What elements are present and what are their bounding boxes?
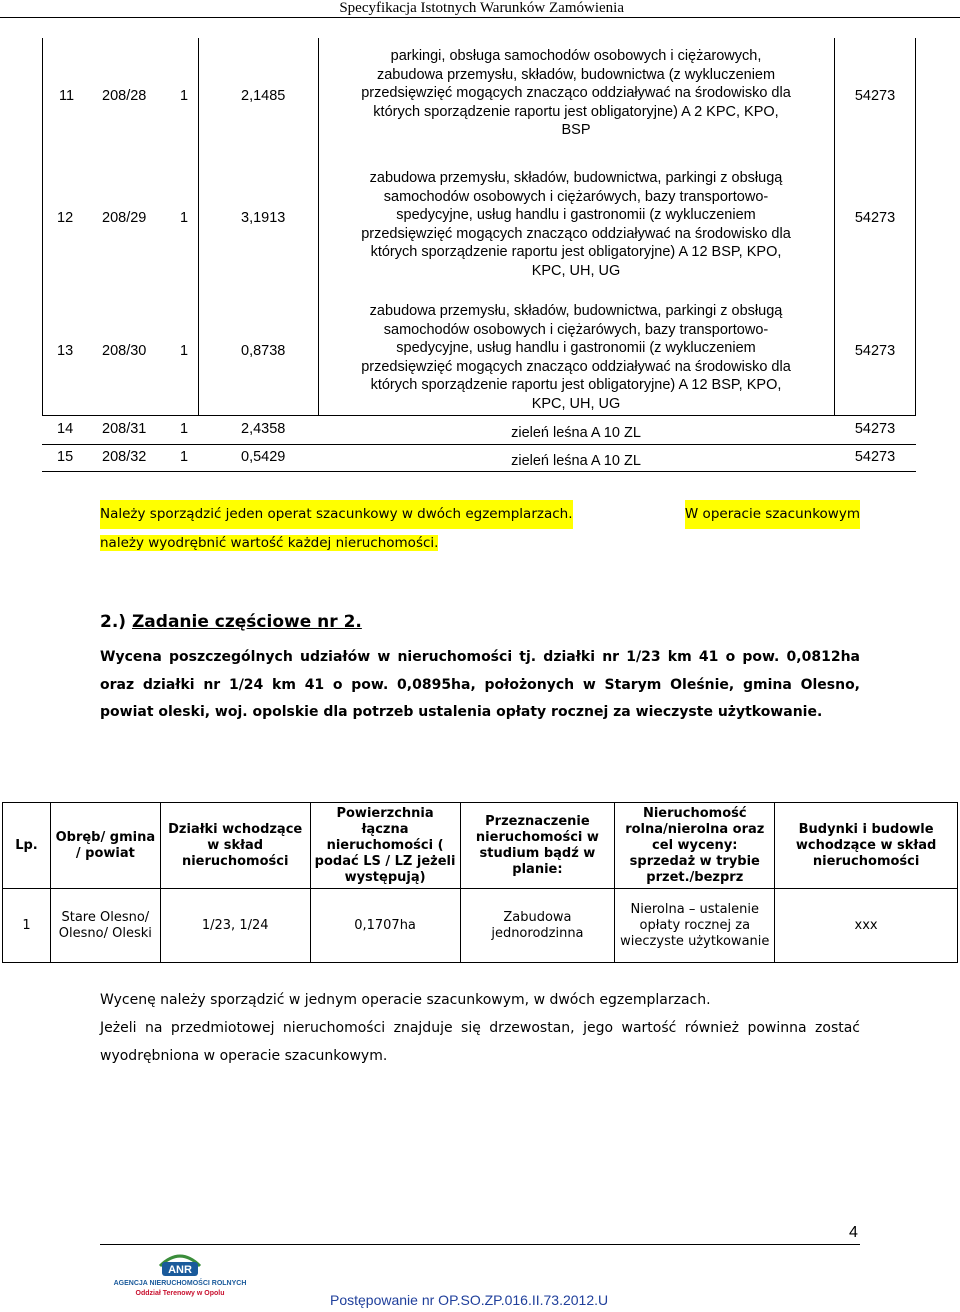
table-gridline [198,38,199,415]
note-text: należy wyodrębnić wartość każdej nieruchomości. [100,535,439,551]
section-heading [100,612,860,632]
description-line: przedsięwzięć mogących znacząco oddziaływać na środowisko dla [361,358,791,375]
document-title: Specyfikacja Istotnych Warunków Zamówienia [339,0,624,16]
table-cell: 1 [3,889,51,963]
note-text: W operacie szacunkowym [685,500,860,529]
description-line: samochodów osobowych i ciężarówych, bazy transportowo- [383,188,769,205]
note-line [100,529,860,558]
row-lp: 12 [57,210,74,226]
row-area: 3,1913 [241,210,286,226]
property-table [42,38,916,472]
description-line: spedycyjne, usług handlu i gastronomii (z wykluczeniem [396,340,756,356]
header-cell: Powierzchnia łączna nieruchomości ( podać LS / LZ jeżeli występują) [310,803,460,889]
anr-logo-icon [156,1246,204,1278]
header-cell: Działki wchodzące w skład nieruchomości [160,803,310,889]
description-line: KPC, UH, UG [531,395,621,412]
table-gridline [42,444,916,445]
row-description [318,452,834,471]
table-cell: xxx [775,889,958,963]
header-cell: Nieruchomość rolna/nierolna oraz cel wyceny: sprzedaż w trybie przet./bezprz [615,803,775,889]
row-description [318,302,834,413]
row-value: 54273 [854,343,896,359]
description-line: zabudowa przemysłu, składów, budownictwa (z wykluczeniem [376,66,776,83]
closing-paragraph: Jeżeli na przedmiotowej nieruchomości znajduje się drzewostan, jego wartość również powinna zostać wyodrębniona w operacie szacunkowym. [100,1020,860,1064]
description-line: zabudowa przemysłu, składów, budownictwa, parkingi z obsługą [369,303,783,319]
row-value: 54273 [854,449,896,465]
row-lp: 15 [57,449,74,465]
row-area: 0,8738 [241,343,286,359]
header-cell: Lp. [3,803,51,889]
logo-agency-name: AGENCJA NIERUCHOMOŚCI ROLNYCH [113,1280,247,1287]
row-area: 2,4358 [241,421,286,437]
page-number: 4 [849,1224,858,1241]
description-line: zieleń leśna A 10 ZL [511,425,641,441]
row-qty: 1 [180,88,189,104]
description-line: przedsięwzięć mogących znacząco oddziaływać na środowisko dla [361,85,791,101]
row-lp: 13 [57,343,74,359]
table-cell: 0,1707ha [310,889,460,963]
row-area: 2,1485 [241,88,286,104]
row-description [318,169,834,280]
row-plot: 208/29 [102,210,147,226]
description-line: przedsięwzięć mogących znacząco oddziaływać na środowisko dla [361,225,791,242]
row-lp: 11 [59,88,75,104]
description-line: parkingi, obsługa samochodów osobowych i ciężarowych, [390,48,762,64]
table-row [3,889,958,963]
description-line: których sporządzenie raportu jest obligatoryjne) A 2 KPC, KPO, [373,103,779,120]
anr-logo [100,1246,260,1308]
row-plot: 208/30 [102,343,147,359]
description-line: samochodów osobowych i ciężarówych, bazy transportowo- [383,321,769,338]
description-line: spedycyjne, usług handlu i gastronomii (z wykluczeniem [396,207,756,223]
row-lp: 14 [57,421,74,437]
row-description [318,47,834,140]
table-header-row [3,803,958,889]
row-qty: 1 [180,449,189,465]
row-qty: 1 [180,421,189,437]
table-cell: Stare Olesno/ Olesno/ Oleski [50,889,160,963]
description-line: których sporządzenie raportu jest obligatoryjne) A 12 BSP, KPO, [370,377,782,393]
row-plot: 208/28 [102,88,147,104]
table-gridline [42,415,916,416]
table-gridline [42,471,916,472]
note-text: Należy sporządzić jeden operat szacunkowy w dwóch egzemplarzach. [100,500,573,529]
valuation-table [2,802,958,963]
closing-text [100,986,860,1070]
row-value: 54273 [854,210,896,226]
header-cell: Budynki i budowle wchodzące w skład nieruchomości [775,803,958,889]
section-title: Zadanie częściowe nr 2. [131,612,362,632]
description-line: których sporządzenie raportu jest obligatoryjne) A 12 BSP, KPO, [370,244,782,260]
logo-text: ANR [168,1264,192,1276]
description-line: BSP [561,122,591,138]
description-line: zieleń leśna A 10 ZL [511,453,641,469]
description-line: KPC, UH, UG [531,262,621,279]
row-area: 0,5429 [241,449,286,465]
section-number: 2.) [100,612,127,632]
table-gridline [42,38,43,415]
section-description: Wycena poszczególnych udziałów w nieruchomości tj. działki nr 1/23 km 41 o pow. 0,0812ha oraz działki nr 1/24 km 41 o pow. 0,0895ha, położonych w Starym Oleśnie, gmina Olesno, powiat oleski, woj. opolskie dla potrzeb ustalenia opłaty rocznej za wieczyste użytkowanie. [100,649,860,720]
table-cell: Nierolna – ustalenie opłaty rocznej za wieczyste użytkowanie [615,889,775,963]
description-line: zabudowa przemysłu, składów, budownictwa, parkingi z obsługą [369,170,783,186]
row-value: 54273 [854,88,896,104]
logo-branch-name: Oddział Terenowy w Opolu [135,1290,225,1297]
footer-divider [100,1244,860,1245]
row-qty: 1 [180,210,189,226]
row-qty: 1 [180,343,189,359]
highlighted-note [100,500,860,558]
table-cell: 1/23, 1/24 [160,889,310,963]
page-header [0,0,960,18]
closing-paragraph: Wycenę należy sporządzić w jednym operacie szacunkowym, w dwóch egzemplarzach. [100,992,711,1008]
row-plot: 208/32 [102,449,147,465]
header-cell: Obręb/ gmina / powiat [50,803,160,889]
row-description [318,424,834,443]
row-value: 54273 [854,421,896,437]
procedure-reference: Postępowanie nr OP.SO.ZP.016.II.73.2012.U [330,1292,609,1308]
table-cell: Zabudowa jednorodzinna [460,889,615,963]
row-plot: 208/31 [102,421,147,437]
note-line [100,500,860,529]
header-cell: Przeznaczenie nieruchomości w studium bądź w planie: [460,803,615,889]
